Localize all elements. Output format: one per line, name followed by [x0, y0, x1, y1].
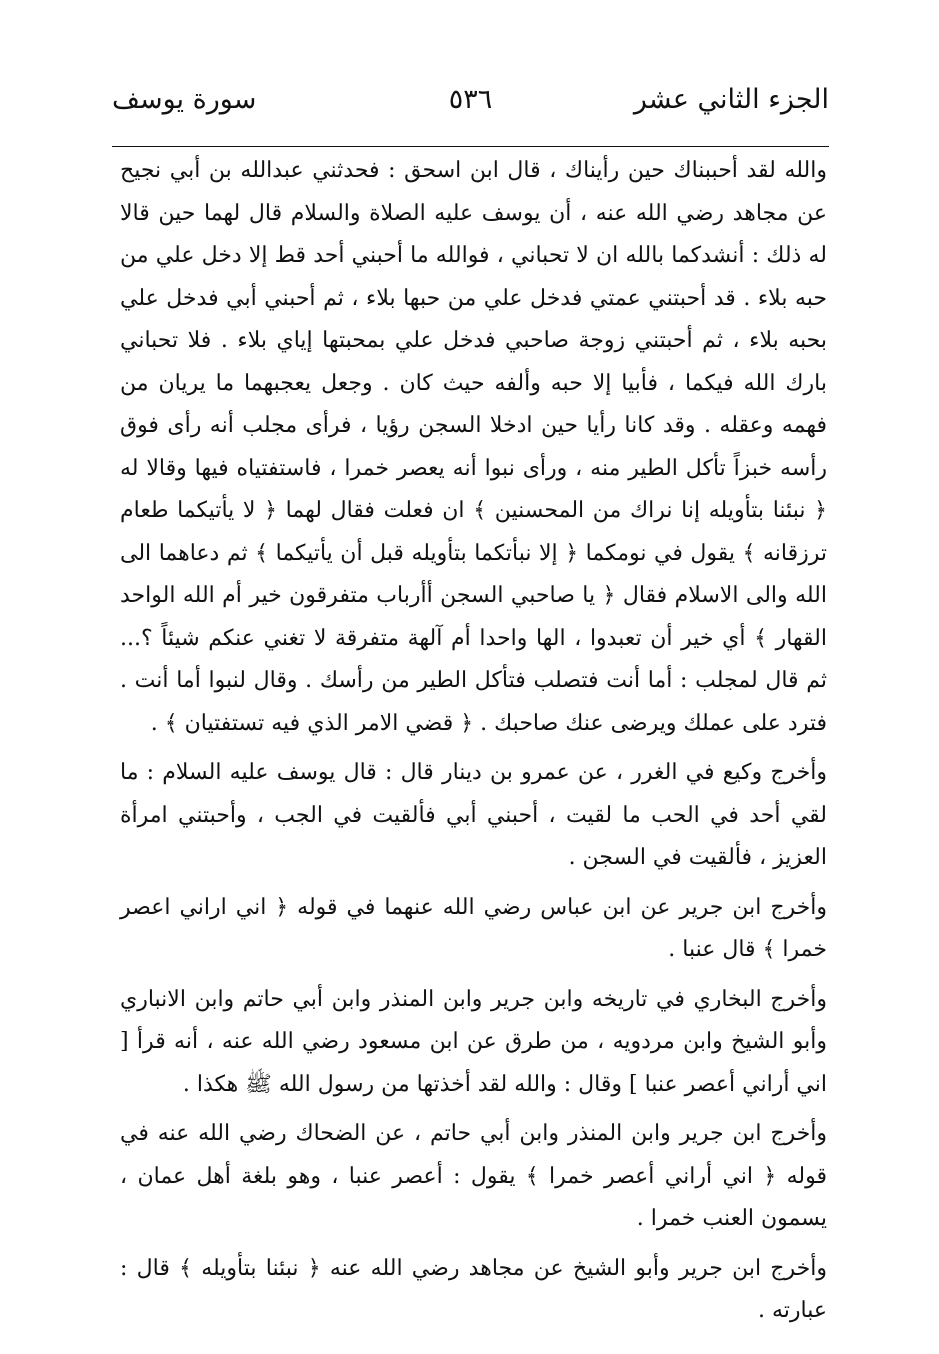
page-header — [112, 78, 829, 136]
paragraph: وأخرج وكيع في الغرر ، عن عمرو بن دينار قال : قال يوسف عليه السلام : ما لقي أحد في الحب ما لقيت ، أحبني أبي فألقيت في الجب ، وأحبتني امرأة العزيز ، فألقيت في السجن . — [120, 760, 827, 870]
paragraph: وأخرج ابن جرير وابن المنذر وابن أبي حاتم ، عن الضحاك رضي الله عنه في قوله ﴿ اني أراني أعصر خمرا ﴾ يقول : أعصر عنبا ، وهو بلغة أهل عمان ، يسمون العنب خمرا . — [120, 1121, 827, 1231]
paragraph: وأخرج البخاري في تاريخه وابن جرير وابن المنذر وابن أبي حاتم وابن الانباري وأبو الشيخ وابن مردويه ، من طرق عن ابن مسعود رضي الله عنه ، أنه قرأ [ اني أراني أعصر عنبا ] وقال : والله لقد أخذتها من رسول الله ﷺ هكذا . — [120, 986, 827, 1097]
page-body — [120, 150, 827, 1333]
paragraph: والله لقد أحببناك حين رأيناك ، قال ابن اسحق : فحدثني عبدالله بن أبي نجيح عن مجاهد رضي الله عنه ، أن يوسف عليه الصلاة والسلام قال لهما حين قالا له ذلك : أنشدكما بالله ان لا تحباني ، فوالله ما أحبني أحد قط إلا دخل علي من حبه بلاء . قد أحبتني عمتي فدخل علي من حبها بلاء ، ثم أحبني أبي فدخل علي بحبه بلاء ، ثم أحبتني زوجة صاحبي فدخل علي بمحبتها إياي بلاء . فلا تحباني بارك الله فيكما ، فأبيا إلا حبه وألفه حيث كان . وجعل يعجبهما ما يريان من فهمه وعقله . وقد كانا رأيا حين ادخلا السجن رؤيا ، فرأى مجلب أنه رأى فوق رأسه خبزاً تأكل الطير منه ، ورأى نبوا أنه يعصر خمرا ، فاستفتياه فيها وقالا له ﴿ نبئنا بتأويله إنا نراك من المحسنين ﴾ ان فعلت فقال لهما ﴿ لا يأتيكما طعام ترزقانه ﴾ يقول في نومكما ﴿ إلا نبأتكما بتأويله قبل أن يأتيكما ﴾ ثم دعاهما الى الله والى الاسلام فقال ﴿ يا صاحبي السجن أأرباب متفرقون خير أم الله الواحد القهار ﴾ أي خير أن تعبدوا ، الها واحدا أم آلهة متفرقة لا تغني عنكم شيئاً ؟... ثم قال لمجلب : أما أنت فتصلب فتأكل الطير من رأسك . وقال لنبوا أما أنت . فترد على عملك ويرضى عنك صاحبك . ﴿ قضي الامر الذي فيه تستفتيان ﴾ . — [120, 158, 827, 736]
volume-title: الجزء الثاني عشر — [633, 84, 829, 115]
paragraph: وأخرج ابن جرير عن ابن عباس رضي الله عنهما في قوله ﴿ اني اراني اعصر خمرا ﴾ قال عنبا . — [120, 894, 827, 962]
surah-title: سورة يوسف — [112, 84, 257, 115]
page-number: ٥٣٦ — [448, 84, 493, 115]
header-rule — [112, 146, 829, 147]
paragraph: وأخرج ابن جرير وأبو الشيخ عن مجاهد رضي الله عنه ﴿ نبئنا بتأويله ﴾ قال : عبارته . — [120, 1255, 827, 1323]
